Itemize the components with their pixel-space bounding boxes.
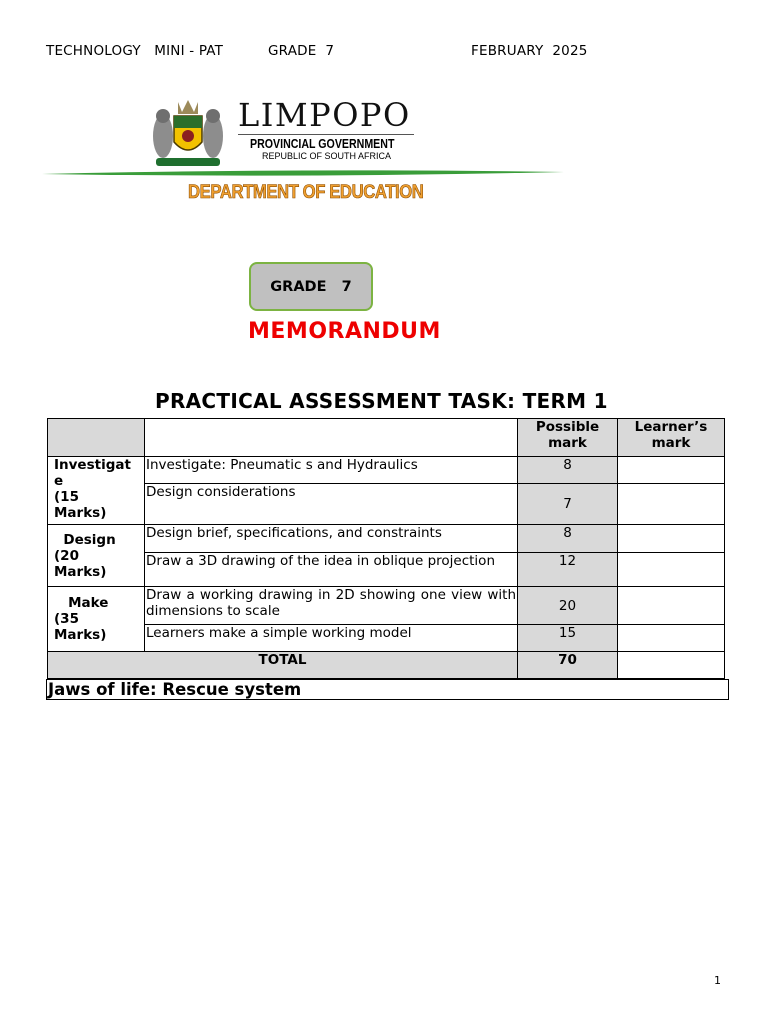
possible-mark-cell: 8 xyxy=(518,457,618,484)
logo-divider xyxy=(238,134,414,135)
logo-swoosh xyxy=(42,168,564,180)
total-label: TOTAL xyxy=(48,652,518,679)
possible-mark-cell: 12 xyxy=(518,553,618,587)
task-title: PRACTICAL ASSESSMENT TASK: TERM 1 xyxy=(155,389,608,413)
grade-box: GRADE 7 xyxy=(249,262,373,311)
department-name: DEPARTMENT OF EDUCATION xyxy=(188,182,424,203)
coat-of-arms-icon xyxy=(150,96,226,170)
task-cell: Design brief, specifications, and constraints xyxy=(145,525,518,553)
possible-mark-cell: 8 xyxy=(518,525,618,553)
project-title: Jaws of life: Rescue system xyxy=(46,679,729,700)
logo-line2: REPUBLIC OF SOUTH AFRICA xyxy=(262,151,392,161)
section-investigate: Investigat e (15 Marks) xyxy=(48,457,145,525)
learner-mark-cell xyxy=(618,587,725,625)
task-cell: Draw a working drawing in 2D showing one view with dimensions to scale xyxy=(145,587,518,625)
learner-mark-cell xyxy=(618,625,725,652)
learner-mark-cell xyxy=(618,525,725,553)
header-possible-mark: Possible mark xyxy=(518,419,618,457)
logo-name: LIMPOPO xyxy=(238,96,411,134)
section-make: Make (35 Marks) xyxy=(48,587,145,652)
header-learner-mark: Learner’s mark xyxy=(618,419,725,457)
header-subject: TECHNOLOGY MINI - PAT xyxy=(46,43,224,59)
learner-total-cell xyxy=(618,652,725,679)
possible-mark-cell: 20 xyxy=(518,587,618,625)
learner-mark-cell xyxy=(618,457,725,484)
logo-line1: PROVINCIAL GOVERNMENT xyxy=(250,137,395,151)
learner-mark-cell xyxy=(618,484,725,525)
task-cell: Learners make a simple working model xyxy=(145,625,518,652)
page-number: 1 xyxy=(714,974,721,987)
task-cell: Draw a 3D drawing of the idea in oblique projection xyxy=(145,553,518,587)
memorandum-title: MEMORANDUM xyxy=(248,319,441,344)
total-value: 70 xyxy=(518,652,618,679)
header-task-cell xyxy=(145,419,518,457)
marks-table xyxy=(47,418,725,679)
section-design: Design (20 Marks) xyxy=(48,525,145,587)
header-date: FEBRUARY 2025 xyxy=(471,43,588,59)
possible-mark-cell: 15 xyxy=(518,625,618,652)
header-grade: GRADE 7 xyxy=(268,43,335,59)
header-blank-cell xyxy=(48,419,145,457)
learner-mark-cell xyxy=(618,553,725,587)
task-cell: Investigate: Pneumatic s and Hydraulics xyxy=(145,457,518,484)
task-cell: Design considerations xyxy=(145,484,518,525)
possible-mark-cell: 7 xyxy=(518,484,618,525)
